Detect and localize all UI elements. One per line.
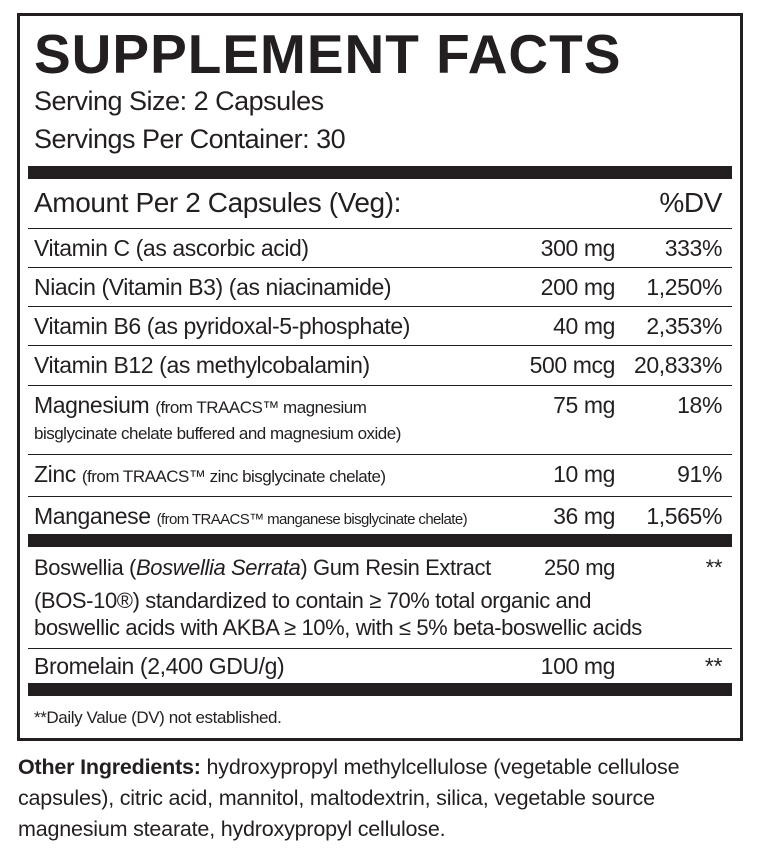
boswellia-detail: boswellic acids with AKBA ≥ 10%, with ≤ 5% beta-boswellic acids xyxy=(34,615,642,640)
bromelain-row xyxy=(28,648,732,684)
nutrient-name: Vitamin C (as ascorbic acid) xyxy=(34,235,309,261)
other-ingredients-text: hydroxypropyl methylcellulose (vegetable cellulose capsules), citric acid, mannitol, maltodextrin, silica, vegetable source magnesium stearate, hydroxypropyl cellulose. xyxy=(18,755,680,841)
nutrient-amount: 36 mg xyxy=(553,503,615,529)
nutrient-dv: 333% xyxy=(664,235,722,261)
boswellia-dv: ** xyxy=(705,555,722,580)
dv-header-label: %DV xyxy=(659,187,722,218)
nutrient-source: (from TRAACS™ magnesium xyxy=(155,398,367,417)
nutrient-name: Vitamin B12 (as methylcobalamin) xyxy=(34,352,370,378)
nutrient-row xyxy=(28,345,732,386)
nutrient-dv: 20,833% xyxy=(634,352,722,378)
amount-header xyxy=(28,179,732,227)
divider-thick xyxy=(28,683,732,696)
divider-thick xyxy=(28,534,732,547)
nutrient-row xyxy=(28,385,732,455)
nutrient-amount: 200 mg xyxy=(540,274,615,300)
nutrient-row xyxy=(28,496,732,535)
panel-title: SUPPLEMENT FACTS xyxy=(34,23,622,85)
nutrient-row xyxy=(28,306,732,346)
amount-header-label: Amount Per 2 Capsules (Veg): xyxy=(34,187,401,218)
nutrient-name: Vitamin B6 (as pyridoxal-5-phosphate) xyxy=(34,313,410,339)
nutrient-amount: 10 mg xyxy=(553,461,615,487)
nutrient-amount: 75 mg xyxy=(553,392,615,418)
nutrient-dv: 1,565% xyxy=(646,503,722,529)
nutrient-row xyxy=(28,228,732,268)
nutrient-amount: 500 mcg xyxy=(529,352,615,378)
boswellia-row xyxy=(28,547,732,647)
serving-size: Serving Size: 2 Capsules xyxy=(34,86,324,116)
nutrient-dv: 2,353% xyxy=(646,313,722,339)
divider-thick xyxy=(28,166,732,179)
boswellia-amount: 250 mg xyxy=(544,555,615,580)
nutrient-source: (from TRAACS™ zinc bisglycinate chelate) xyxy=(81,467,386,486)
nutrient-dv: 1,250% xyxy=(646,274,722,300)
bromelain-name: Bromelain (2,400 GDU/g) xyxy=(34,653,285,679)
nutrient-name: Magnesium xyxy=(34,392,150,418)
nutrient-amount: 40 mg xyxy=(553,313,615,339)
supplement-facts-panel xyxy=(17,13,743,741)
nutrient-source-cont: bisglycinate chelate buffered and magnesium oxide) xyxy=(34,424,401,443)
other-ingredients-label: Other Ingredients: xyxy=(18,755,201,779)
nutrient-name: Manganese xyxy=(34,503,151,529)
nutrient-dv: 18% xyxy=(677,392,722,418)
bromelain-dv: ** xyxy=(704,653,722,679)
nutrient-source: (from TRAACS™ manganese bisglycinate chelate) xyxy=(156,511,467,528)
boswellia-name: Boswellia (Boswellia Serrata) Gum Resin Extract xyxy=(34,555,491,580)
nutrient-dv: 91% xyxy=(677,461,722,487)
nutrient-name: Niacin (Vitamin B3) (as niacinamide) xyxy=(34,274,392,300)
nutrient-name: Zinc xyxy=(34,461,76,487)
nutrient-row xyxy=(28,454,732,497)
servings-per-container: Servings Per Container: 30 xyxy=(34,124,346,154)
nutrient-amount: 300 mg xyxy=(540,235,615,261)
nutrient-row xyxy=(28,267,732,307)
boswellia-detail: (BOS-10®) standardized to contain ≥ 70% total organic and xyxy=(34,588,592,613)
other-ingredients xyxy=(18,752,748,845)
footnote: **Daily Value (DV) not established. xyxy=(34,708,282,727)
bromelain-amount: 100 mg xyxy=(540,653,615,679)
